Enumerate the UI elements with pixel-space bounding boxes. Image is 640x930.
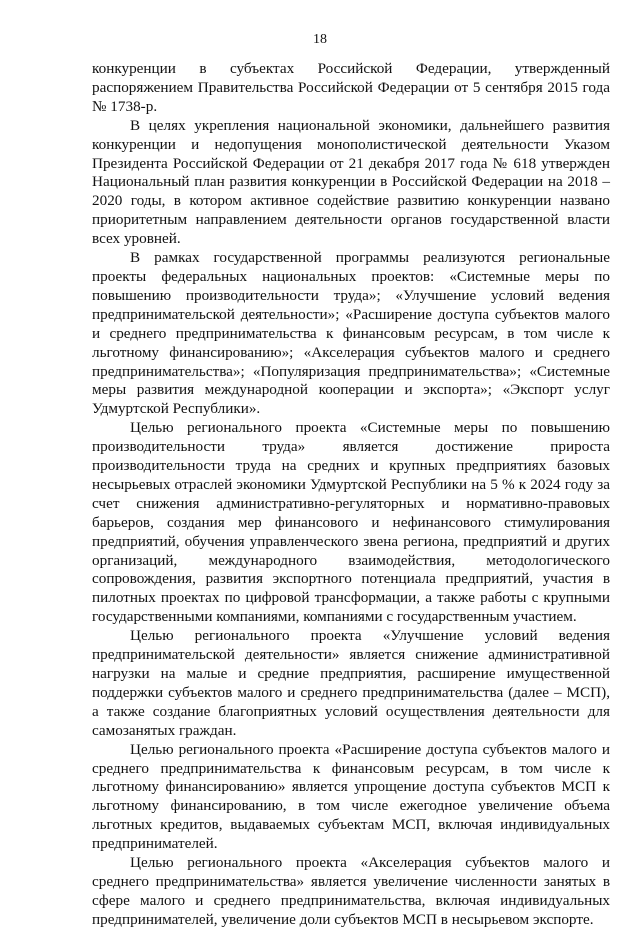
paragraph-acceleration-project: Целью регионального проекта «Акселерация субъектов малого и среднего предпринимательства» является увеличение численности занятых в сфере малого и среднего предпринимательства, включая индивидуальных предпринимателей, увеличение доли субъектов МСП в несырьевом экспорте. [92,854,610,928]
paragraph-business-conditions-project: Целью регионального проекта «Улучшение условий ведения предпринимательской деятельности» является снижение административной нагрузки на малые и средние предприятия, расширение имущественной поддержки субъектов малого и среднего предпринимательства (далее – МСП), а также создание благоприятных условий осуществления деятельности для самозанятых граждан. [92,627,610,739]
page-number: 18 [313,32,327,47]
paragraph-productivity-project: Целью регионального проекта «Системные меры по повышению производительности труда» является достижение прироста производительности труда на средних и крупных предприятиях базовых несырьевых отраслей экономики Удмуртской Республики на 5 % к 2024 году за счет снижения административно-регуляторных и нормативно-правовых барьеров, создания мер финансового и нефинансового стимулирования предприятий, обучения управленческого звена региона, предприятий и других организаций, международного взаимодействия, методологического сопровождения, развития экспортного потенциала предприятий, участия в пилотных проектах по цифровой трансформации, а также работы с крупными государственными компаниями, компаниями с государственным участием. [92,419,610,626]
paragraph-regional-projects: В рамках государственной программы реализуются региональные проекты федеральных национальных проектов: «Системные меры по повышению производительности труда»; «Улучшение условий ведения предпринимательской деятельности»; «Расширение доступа субъектов малого и среднего предпринимательства к финансовым ресурсам, в том числе к льготному финансированию»; «Акселерация субъектов малого и среднего предпринимательства»; «Популяризация предпринимательства»; «Системные меры развития международной кооперации и экспорта»; «Экспорт услуг Удмуртской Республики». [92,249,610,418]
paragraph-national-plan: В целях укрепления национальной экономики, дальнейшего развития конкуренции и недопущения монополистической деятельности Указом Президента Российской Федерации от 21 декабря 2017 года № 618 утвержден Национальный план развития конкуренции в Российской Федерации на 2018 – 2020 годы, в котором активное содействие развитию конкуренции названо приоритетным направлением деятельности органов государственной власти всех уровней. [92,116,610,248]
paragraph-financing-access-project: Целью регионального проекта «Расширение доступа субъектов малого и среднего предпринимательства к финансовым ресурсам, в том числе к льготному финансированию» является упрощение доступа субъектов МСП к льготному финансированию, в том числе ежегодное увеличение объема льготных кредитов, выдаваемых субъектам МСП, включая индивидуальных предпринимателей. [92,740,610,853]
body-text [92,60,610,930]
paragraph-continuation: конкуренции в субъектах Российской Федерации, утвержденный распоряжением Правительства Российской Федерации от 5 сентября 2015 года № 1738-р. [92,60,610,115]
